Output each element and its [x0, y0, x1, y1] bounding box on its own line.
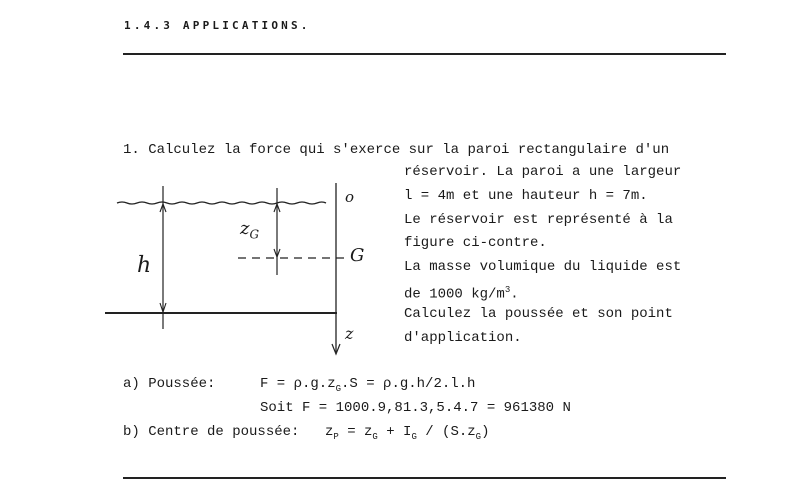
exercise-line: réservoir. La paroi a une largeur — [404, 164, 682, 180]
label-z: z — [345, 324, 354, 343]
exercise-line: Calculez la poussée et son point — [404, 306, 673, 322]
exercise-line: figure ci-contre. — [404, 235, 547, 251]
exercise-line: de 1000 $kg/m^3$. — [404, 285, 519, 303]
bottom-rule — [123, 477, 726, 479]
label-zG: $z_G$ — [240, 218, 260, 242]
exercise-line: l = 4m et une hauteur h = 7m. — [404, 188, 648, 204]
exercise-line: La masse volumique du liquide est — [404, 259, 682, 275]
solution-b-label: b) Centre de poussée: — [123, 424, 300, 440]
exercise-line: d'application. — [404, 330, 522, 346]
water-surface — [117, 202, 326, 204]
label-o: o — [345, 188, 355, 206]
label-G: G — [350, 245, 365, 266]
section-header: 1.4.3 APPLICATIONS. — [124, 19, 311, 32]
exercise-intro: 1. Calculez la force qui s'exerce sur la paroi rectangulaire d'un — [123, 142, 670, 158]
solution-a-formula: $F = \rho.g.z_G.S = \rho.g.h/2.l.h$ — [260, 376, 476, 394]
label-h: h — [137, 253, 152, 278]
solution-a-result: Soit F = 1000.9,81.3,5.4.7 = 961380 N — [260, 400, 571, 416]
solution-a-label: a) Poussée: — [123, 376, 216, 392]
solution-b-formula: $z_P = z_G + I_G / (S.z_G)$ — [325, 424, 490, 442]
exercise-line: Le réservoir est représenté à la — [404, 212, 673, 228]
